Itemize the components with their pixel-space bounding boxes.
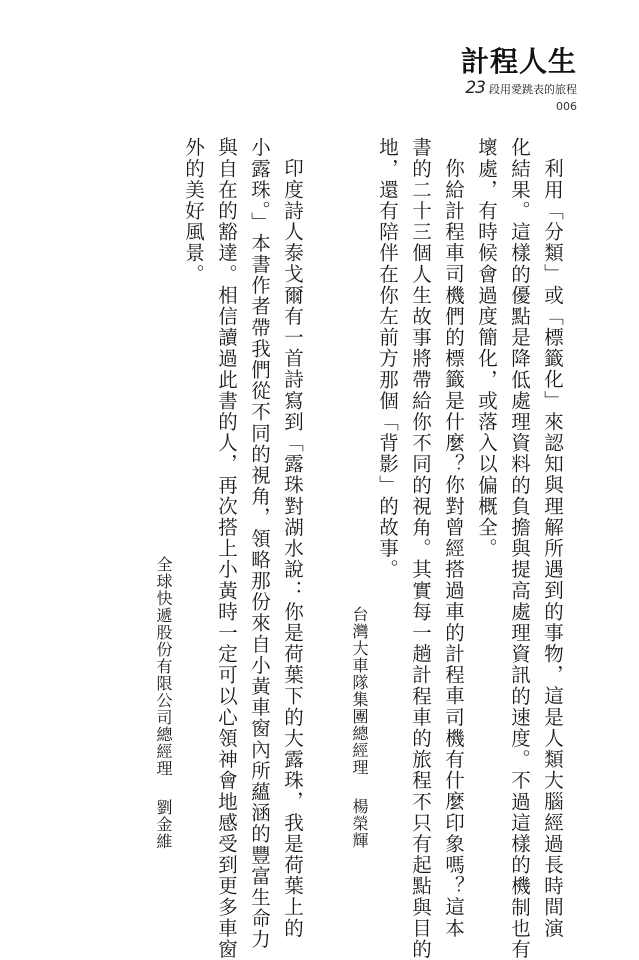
text-line: 利用「分類」或「標籤化」來認知與理解所遇到的事物，這是人類大腦經過長時間演 xyxy=(541,158,564,939)
text-line: 書的二十三個人生故事將帶給你不同的視角。其實每一趟計程車的旅程不只有起點與目的 xyxy=(409,137,432,960)
text-line: 印度詩人泰戈爾有一首詩寫到「露珠對湖水說：你是荷葉下的大露珠，我是荷葉上的 xyxy=(281,158,304,939)
text-line: 你給計程車司機們的標籤是什麼？你對曾經搭過車的計程車司機有什麼印象嗎？這本 xyxy=(442,158,465,939)
subtitle-number: 23 xyxy=(465,78,485,98)
text-line: 壞處，有時候會過度簡化，或落入以偏概全。 xyxy=(475,137,498,559)
signature-org: 全球快遞股份有限公司總經理 xyxy=(154,556,173,777)
page-number: 006 xyxy=(556,100,577,113)
book-title: 計程人生 xyxy=(460,45,577,78)
book-subtitle xyxy=(465,78,577,98)
text-line: 與自在的豁達。相信讀過此書的人，再次搭上小黃時一定可以心領神會地感受到更多車窗 xyxy=(215,137,238,960)
text-line: 外的美好風景。 xyxy=(182,137,205,285)
signature xyxy=(153,556,173,850)
text-line: 小露珠。」本書作者帶我們從不同的視角，領略那份來自小黃車窗內所蘊涵的豐富生命力 xyxy=(248,137,271,951)
text-line: 化結果。這樣的優點是降低處理資料的負擔與提高處理資訊的速度。不過這樣的機制也有 xyxy=(508,137,531,960)
signature-org: 台灣大車隊集團總經理 xyxy=(350,606,369,776)
signature xyxy=(349,606,369,849)
signature-name: 劉金維 xyxy=(154,799,173,850)
signature-name: 楊榮輝 xyxy=(350,798,369,849)
text-line: 地，還有陪伴在你左前方那個「背影」的故事。 xyxy=(376,137,399,581)
subtitle-text: 段用愛跳表的旅程 xyxy=(489,83,577,96)
